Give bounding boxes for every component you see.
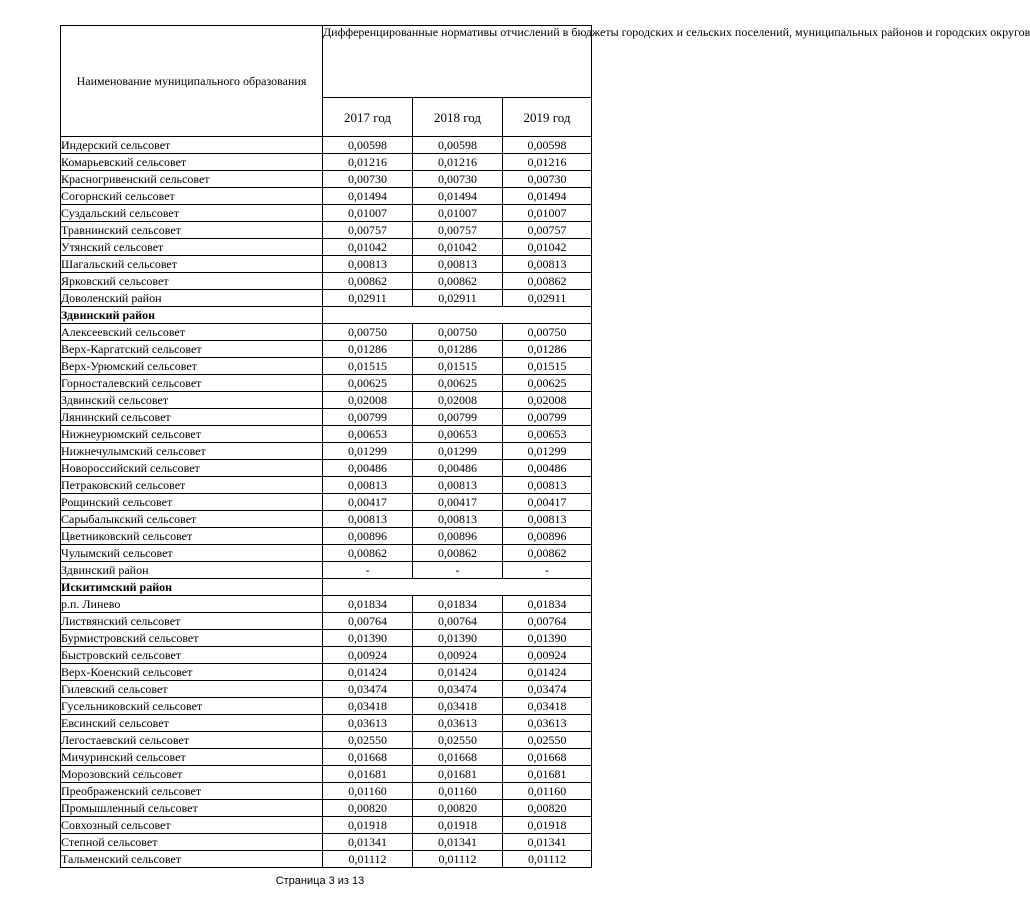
norm-value-2018: 0,03418 <box>413 698 503 715</box>
norm-value-2019: 0,01216 <box>503 154 592 171</box>
norm-value-2019: 0,00924 <box>503 647 592 664</box>
table-row <box>61 409 592 426</box>
norm-value-2017: 0,01042 <box>323 239 413 256</box>
norm-value-2019: 0,01286 <box>503 341 592 358</box>
table-row <box>61 511 592 528</box>
municipality-name: Верх-Коенский сельсовет <box>61 664 323 681</box>
section-empty-cell <box>323 579 592 596</box>
norm-value-2017: 0,00924 <box>323 647 413 664</box>
norm-value-2017: 0,01160 <box>323 783 413 800</box>
table-row <box>61 715 592 732</box>
municipality-name: Тальменский сельсовет <box>61 851 323 868</box>
norm-value-2019: 0,00862 <box>503 273 592 290</box>
table-row <box>61 426 592 443</box>
norm-value-2017: 0,01424 <box>323 664 413 681</box>
norm-value-2018: 0,00730 <box>413 171 503 188</box>
municipality-name: Цветниковский сельсовет <box>61 528 323 545</box>
section-header-row <box>61 307 592 324</box>
norm-value-2017: 0,00820 <box>323 800 413 817</box>
norm-value-2018: 0,00896 <box>413 528 503 545</box>
column-header-year-2018: 2018 год <box>413 98 503 137</box>
municipality-name: Здвинский сельсовет <box>61 392 323 409</box>
municipality-name: Гилевский сельсовет <box>61 681 323 698</box>
table-row <box>61 188 592 205</box>
norm-value-2019: 0,01834 <box>503 596 592 613</box>
norm-value-2017: 0,00813 <box>323 477 413 494</box>
norm-value-2017: 0,03613 <box>323 715 413 732</box>
table-row <box>61 851 592 868</box>
municipality-name: Мичуринский сельсовет <box>61 749 323 766</box>
norm-value-2018: 0,01286 <box>413 341 503 358</box>
norm-value-2017: 0,00813 <box>323 256 413 273</box>
norm-value-2017: 0,00764 <box>323 613 413 630</box>
norm-value-2017: 0,00653 <box>323 426 413 443</box>
municipality-name: Утянский сельсовет <box>61 239 323 256</box>
norm-value-2019: 0,00820 <box>503 800 592 817</box>
table-body <box>61 137 592 868</box>
norm-value-2019: 0,01424 <box>503 664 592 681</box>
table-row <box>61 341 592 358</box>
column-header-year-2019: 2019 год <box>503 98 592 137</box>
norm-value-2019: 0,03613 <box>503 715 592 732</box>
norm-value-2018: 0,00653 <box>413 426 503 443</box>
norm-value-2019: 0,00764 <box>503 613 592 630</box>
norm-value-2018: 0,01681 <box>413 766 503 783</box>
norm-value-2019: 0,03418 <box>503 698 592 715</box>
norm-value-2019: 0,01007 <box>503 205 592 222</box>
municipality-name: р.п. Линево <box>61 596 323 613</box>
norm-value-2017: 0,00750 <box>323 324 413 341</box>
municipality-name: Травнинский сельсовет <box>61 222 323 239</box>
norm-value-2019: 0,01668 <box>503 749 592 766</box>
table-row <box>61 443 592 460</box>
table-row <box>61 171 592 188</box>
page-number: Страница 3 из 13 <box>275 875 365 887</box>
norm-value-2019: 0,00417 <box>503 494 592 511</box>
table-row <box>61 681 592 698</box>
allocation-norms-table <box>60 25 1030 868</box>
norm-value-2018: 0,01515 <box>413 358 503 375</box>
norm-value-2018: 0,03474 <box>413 681 503 698</box>
norm-value-2019: 0,01390 <box>503 630 592 647</box>
norm-value-2018: 0,00486 <box>413 460 503 477</box>
norm-value-2019: - <box>503 562 592 579</box>
norm-value-2019: 0,00653 <box>503 426 592 443</box>
municipality-name: Листвянский сельсовет <box>61 613 323 630</box>
municipality-name: Доволенский район <box>61 290 323 307</box>
norm-value-2019: 0,01299 <box>503 443 592 460</box>
municipality-name: Евсинский сельсовет <box>61 715 323 732</box>
norm-value-2019: 0,00730 <box>503 171 592 188</box>
municipality-name: Комарьевский сельсовет <box>61 154 323 171</box>
table-row <box>61 375 592 392</box>
norm-value-2019: 0,00813 <box>503 256 592 273</box>
municipality-name: Сарыбалыкский сельсовет <box>61 511 323 528</box>
norm-value-2017: 0,00799 <box>323 409 413 426</box>
norm-value-2018: - <box>413 562 503 579</box>
norm-value-2018: 0,00924 <box>413 647 503 664</box>
municipality-name: Красногривенский сельсовет <box>61 171 323 188</box>
table-row <box>61 800 592 817</box>
norm-value-2018: 0,01112 <box>413 851 503 868</box>
column-header-municipality: Наименование муниципального образования <box>61 26 323 137</box>
norm-value-2017: 0,01834 <box>323 596 413 613</box>
norm-value-2019: 0,01681 <box>503 766 592 783</box>
table-row <box>61 222 592 239</box>
norm-value-2019: 0,01112 <box>503 851 592 868</box>
table-row <box>61 239 592 256</box>
norm-value-2018: 0,02911 <box>413 290 503 307</box>
municipality-name: Индерский сельсовет <box>61 137 323 154</box>
municipality-name: Совхозный сельсовет <box>61 817 323 834</box>
norm-value-2017: 0,00757 <box>323 222 413 239</box>
norm-value-2019: 0,00862 <box>503 545 592 562</box>
norm-value-2018: 0,01216 <box>413 154 503 171</box>
norm-value-2017: 0,01216 <box>323 154 413 171</box>
municipality-name: Чулымский сельсовет <box>61 545 323 562</box>
norm-value-2017: 0,00896 <box>323 528 413 545</box>
norm-value-2018: 0,01299 <box>413 443 503 460</box>
norm-value-2017: 0,01515 <box>323 358 413 375</box>
norm-value-2019: 0,00757 <box>503 222 592 239</box>
norm-value-2019: 0,00486 <box>503 460 592 477</box>
norm-value-2019: 0,01160 <box>503 783 592 800</box>
norm-value-2018: 0,00820 <box>413 800 503 817</box>
municipality-name: Верх-Урюмский сельсовет <box>61 358 323 375</box>
norm-value-2019: 0,00598 <box>503 137 592 154</box>
norm-value-2019: 0,00896 <box>503 528 592 545</box>
table-row <box>61 154 592 171</box>
norm-value-2019: 0,02911 <box>503 290 592 307</box>
municipality-name: Легостаевский сельсовет <box>61 732 323 749</box>
norm-value-2018: 0,01494 <box>413 188 503 205</box>
norm-value-2017: - <box>323 562 413 579</box>
table-row <box>61 256 592 273</box>
table-row <box>61 834 592 851</box>
norm-value-2017: 0,01668 <box>323 749 413 766</box>
table-row <box>61 358 592 375</box>
column-header-norms: Дифференцированные нормативы отчислений в бюджеты городских и сельских поселений, муниципальных районов и городских округов <box>323 26 592 98</box>
norm-value-2017: 0,02911 <box>323 290 413 307</box>
norm-value-2018: 0,00764 <box>413 613 503 630</box>
norm-value-2017: 0,00486 <box>323 460 413 477</box>
municipality-name: Новороссийский сельсовет <box>61 460 323 477</box>
municipality-name: Быстровский сельсовет <box>61 647 323 664</box>
norm-value-2018: 0,01042 <box>413 239 503 256</box>
norm-value-2018: 0,00862 <box>413 273 503 290</box>
municipality-name: Нижнеурюмский сельсовет <box>61 426 323 443</box>
table-row <box>61 613 592 630</box>
table-row <box>61 205 592 222</box>
table-row <box>61 528 592 545</box>
norm-value-2018: 0,02008 <box>413 392 503 409</box>
norm-value-2018: 0,01341 <box>413 834 503 851</box>
norm-value-2017: 0,01112 <box>323 851 413 868</box>
norm-value-2017: 0,02008 <box>323 392 413 409</box>
norm-value-2019: 0,00750 <box>503 324 592 341</box>
norm-value-2018: 0,00598 <box>413 137 503 154</box>
norm-value-2019: 0,01918 <box>503 817 592 834</box>
norm-value-2018: 0,00799 <box>413 409 503 426</box>
norm-value-2018: 0,00625 <box>413 375 503 392</box>
norm-value-2019: 0,00813 <box>503 511 592 528</box>
municipality-name: Горносталевский сельсовет <box>61 375 323 392</box>
norm-value-2017: 0,00625 <box>323 375 413 392</box>
table-row <box>61 460 592 477</box>
norm-value-2018: 0,01668 <box>413 749 503 766</box>
table-row <box>61 749 592 766</box>
table-row <box>61 545 592 562</box>
norm-value-2017: 0,00598 <box>323 137 413 154</box>
norm-value-2019: 0,02008 <box>503 392 592 409</box>
municipality-name: Здвинский район <box>61 562 323 579</box>
table-row <box>61 392 592 409</box>
table-row <box>61 324 592 341</box>
norm-value-2017: 0,00730 <box>323 171 413 188</box>
norm-value-2017: 0,01299 <box>323 443 413 460</box>
section-title: Здвинский район <box>61 307 323 324</box>
municipality-name: Гусельниковский сельсовет <box>61 698 323 715</box>
table-row <box>61 630 592 647</box>
norm-value-2018: 0,03613 <box>413 715 503 732</box>
norm-value-2017: 0,01286 <box>323 341 413 358</box>
norm-value-2017: 0,03474 <box>323 681 413 698</box>
section-empty-cell <box>323 307 592 324</box>
table-row <box>61 766 592 783</box>
norm-value-2017: 0,00813 <box>323 511 413 528</box>
norm-value-2017: 0,00862 <box>323 545 413 562</box>
table-row <box>61 273 592 290</box>
municipality-name: Алексеевский сельсовет <box>61 324 323 341</box>
norm-value-2018: 0,00862 <box>413 545 503 562</box>
municipality-name: Степной сельсовет <box>61 834 323 851</box>
norm-value-2017: 0,03418 <box>323 698 413 715</box>
table-row <box>61 647 592 664</box>
table-row <box>61 137 592 154</box>
municipality-name: Согорнский сельсовет <box>61 188 323 205</box>
norm-value-2019: 0,00625 <box>503 375 592 392</box>
norm-value-2017: 0,01494 <box>323 188 413 205</box>
norm-value-2017: 0,01681 <box>323 766 413 783</box>
norm-value-2019: 0,03474 <box>503 681 592 698</box>
norm-value-2019: 0,01494 <box>503 188 592 205</box>
norm-value-2018: 0,01007 <box>413 205 503 222</box>
norm-value-2017: 0,00862 <box>323 273 413 290</box>
norm-value-2017: 0,01390 <box>323 630 413 647</box>
norm-value-2019: 0,01341 <box>503 834 592 851</box>
municipality-name: Лянинский сельсовет <box>61 409 323 426</box>
norm-value-2019: 0,01515 <box>503 358 592 375</box>
table-row <box>61 698 592 715</box>
norm-value-2018: 0,01834 <box>413 596 503 613</box>
municipality-name: Рощинский сельсовет <box>61 494 323 511</box>
municipality-name: Нижнечулымский сельсовет <box>61 443 323 460</box>
municipality-name: Бурмистровский сельсовет <box>61 630 323 647</box>
table-row <box>61 817 592 834</box>
norm-value-2018: 0,01160 <box>413 783 503 800</box>
norm-value-2019: 0,01042 <box>503 239 592 256</box>
norm-value-2019: 0,02550 <box>503 732 592 749</box>
norm-value-2017: 0,01918 <box>323 817 413 834</box>
municipality-name: Ярковский сельсовет <box>61 273 323 290</box>
table-row <box>61 290 592 307</box>
norm-value-2017: 0,01007 <box>323 205 413 222</box>
norm-value-2018: 0,00813 <box>413 511 503 528</box>
norm-value-2018: 0,02550 <box>413 732 503 749</box>
municipality-name: Петраковский сельсовет <box>61 477 323 494</box>
municipality-name: Шагальский сельсовет <box>61 256 323 273</box>
norm-value-2018: 0,00750 <box>413 324 503 341</box>
table-row <box>61 732 592 749</box>
municipality-name: Промышленный сельсовет <box>61 800 323 817</box>
municipality-name: Суздальский сельсовет <box>61 205 323 222</box>
norm-value-2018: 0,01918 <box>413 817 503 834</box>
norm-value-2017: 0,00417 <box>323 494 413 511</box>
table-row <box>61 596 592 613</box>
section-header-row <box>61 579 592 596</box>
norm-value-2018: 0,01424 <box>413 664 503 681</box>
norm-value-2017: 0,02550 <box>323 732 413 749</box>
norm-value-2018: 0,00813 <box>413 477 503 494</box>
municipality-name: Верх-Каргатский сельсовет <box>61 341 323 358</box>
norm-value-2019: 0,00813 <box>503 477 592 494</box>
table-row <box>61 783 592 800</box>
municipality-name: Преображенский сельсовет <box>61 783 323 800</box>
norm-value-2019: 0,00799 <box>503 409 592 426</box>
table-row <box>61 477 592 494</box>
norm-value-2018: 0,00813 <box>413 256 503 273</box>
table-row <box>61 562 592 579</box>
section-title: Искитимский район <box>61 579 323 596</box>
norm-value-2018: 0,00757 <box>413 222 503 239</box>
table-row <box>61 494 592 511</box>
norm-value-2018: 0,00417 <box>413 494 503 511</box>
norm-value-2018: 0,01390 <box>413 630 503 647</box>
column-header-year-2017: 2017 год <box>323 98 413 137</box>
norm-value-2017: 0,01341 <box>323 834 413 851</box>
municipality-name: Морозовский сельсовет <box>61 766 323 783</box>
table-row <box>61 664 592 681</box>
